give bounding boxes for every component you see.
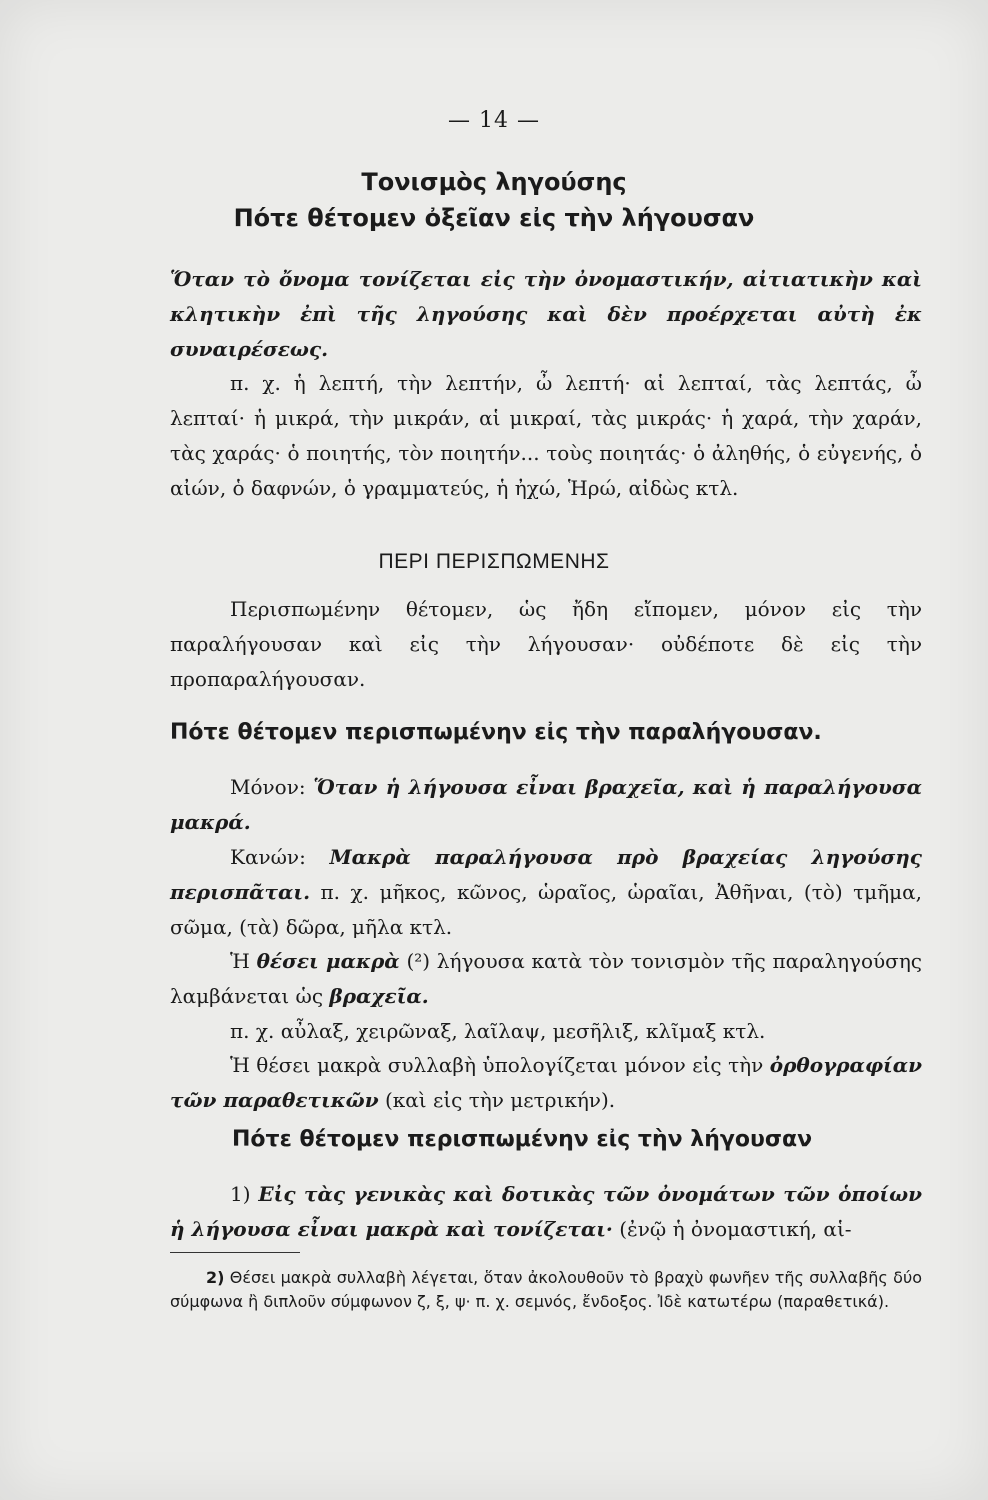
page-number: — 14 — xyxy=(448,108,540,133)
genitive-end: (ἐνῷ ἡ ὀνομαστική, αἱ- xyxy=(612,1217,852,1241)
section-title: Τονισμὸς ληγούσης xyxy=(361,168,627,196)
canon-body: Μακρὰ παραλήγουσα πρὸ βραχείας ληγούσης περισπᾶται. xyxy=(170,845,922,904)
ortho-start: Ἡ θέσει μακρὰ συλλαβὴ ὑπολογίζεται μόνον εἰς τὴν xyxy=(230,1053,770,1077)
perispomeni-section-heading: ΠΕΡΙ ΠΕΡΙΣΠΩΜΕΝΗΣ xyxy=(378,550,610,573)
thesei-middle: λήγουσα κατὰ τὸν τονισμὸν τῆς παραληγούσης λαμβάνεται ὡς xyxy=(170,949,922,1008)
footnote-reference: (²) xyxy=(406,949,431,973)
examples-2-line: π. χ. αὖλαξ, χειρῶναξ, λαῖλαψ, μεσῆλιξ, κλῖμαξ κτλ. xyxy=(230,1019,766,1043)
thesei-bold-end: βραχεῖα. xyxy=(329,984,429,1008)
section-subtitle: Πότε θέτομεν ὀξεῖαν εἰς τὴν λήγουσαν xyxy=(233,204,755,232)
canon-examples: π. χ. μῆκος, κῶνος, ὡραῖος, ὡραῖαι, Ἀθῆναι, (τὸ) τμῆμα, σῶμα, (τὰ) δῶρα, μῆλα κτλ. xyxy=(170,880,922,939)
penult-circumflex-heading: Πότε θέτομεν περισπωμένην εἰς τὴν παραλήγουσαν. xyxy=(170,720,822,745)
only-rule-body: Ὅταν ἡ λήγουσα εἶναι βραχεῖα, καὶ ἡ παραλήγουσα μακρά. xyxy=(170,775,922,834)
canon-paragraph xyxy=(170,840,922,945)
footnote-number: 2) xyxy=(206,1268,225,1287)
genitive-rule-paragraph xyxy=(170,1177,922,1247)
thesei-start: Ἡ xyxy=(230,949,257,973)
canon-lead: Κανών: xyxy=(230,845,330,869)
thesei-rule-paragraph xyxy=(170,944,922,1014)
footnote-divider xyxy=(170,1252,300,1253)
acute-examples-paragraph: π. χ. ἡ λεπτή, τὴν λεπτήν, ὦ λεπτή· αἱ λεπταί, τὰς λεπτάς, ὦ λεπταί· ἡ μικρά, τὴν μικράν, αἱ μικραί, τὰς μικράς· ἡ χαρά, τὴν χαράν, τὰς χαράς· ὁ ποιητής, τὸν ποιητήν... τοὺς ποιητάς· ὁ ἀληθής, ὁ εὐγενής, ὁ αἰών, ὁ δαφνών, ὁ γραμματεύς, ἡ ἠχώ, Ἡρώ, αἰδὼς κτλ. xyxy=(170,371,922,500)
thesei-bold: θέσει μακρὰ xyxy=(256,949,400,973)
genitive-bold: Εἰς τὰς γενικὰς καὶ δοτικὰς τῶν ὀνομάτων τῶν ὁποίων ἡ λήγουσα εἶναι μακρὰ καὶ τονίζεται· xyxy=(170,1182,922,1241)
ortho-bold: ὀρθογραφίαν τῶν παραθετικῶν xyxy=(170,1053,922,1112)
footnote-text: Θέσει μακρὰ συλλαβὴ λέγεται, ὅταν ἀκολουθοῦν τὸ βραχὺ φωνῆεν τῆς συλλαβῆς δύο σύμφωνα ἢ διπλοῦν σύμφωνον ζ, ξ, ψ· π. χ. σεμνός, ἔνδοξος. Ἰδὲ κατωτέρω (παραθετικά). xyxy=(170,1268,922,1311)
acute-rule-paragraph: Ὅταν τὸ ὄνομα τονίζεται εἰς τὴν ὀνομαστικήν, αἰτιατικὴν καὶ κλητικὴν ἐπὶ τῆς ληγούσης καὶ δὲν προέρχεται αὐτὴ ἐκ συναιρέσεως. xyxy=(170,267,922,361)
final-circumflex-heading: Πότε θέτομεν περισπωμένην εἰς τὴν λήγουσαν xyxy=(232,1127,813,1152)
only-rule-paragraph xyxy=(170,770,922,840)
ortho-end: (καὶ εἰς τὴν μετρικήν). xyxy=(378,1088,616,1112)
only-rule-lead: Μόνον: xyxy=(230,775,314,799)
genitive-number: 1) xyxy=(230,1182,259,1206)
perispomeni-intro-paragraph: Περισπωμένην θέτομεν, ὡς ἤδη εἴπομεν, μόνον εἰς τὴν παραλήγουσαν καὶ εἰς τὴν λήγουσαν· οὐδέποτε δὲ εἰς τὴν προπαραλήγουσαν. xyxy=(170,597,922,691)
footnote xyxy=(170,1266,922,1314)
ortho-rule-paragraph xyxy=(170,1048,922,1118)
